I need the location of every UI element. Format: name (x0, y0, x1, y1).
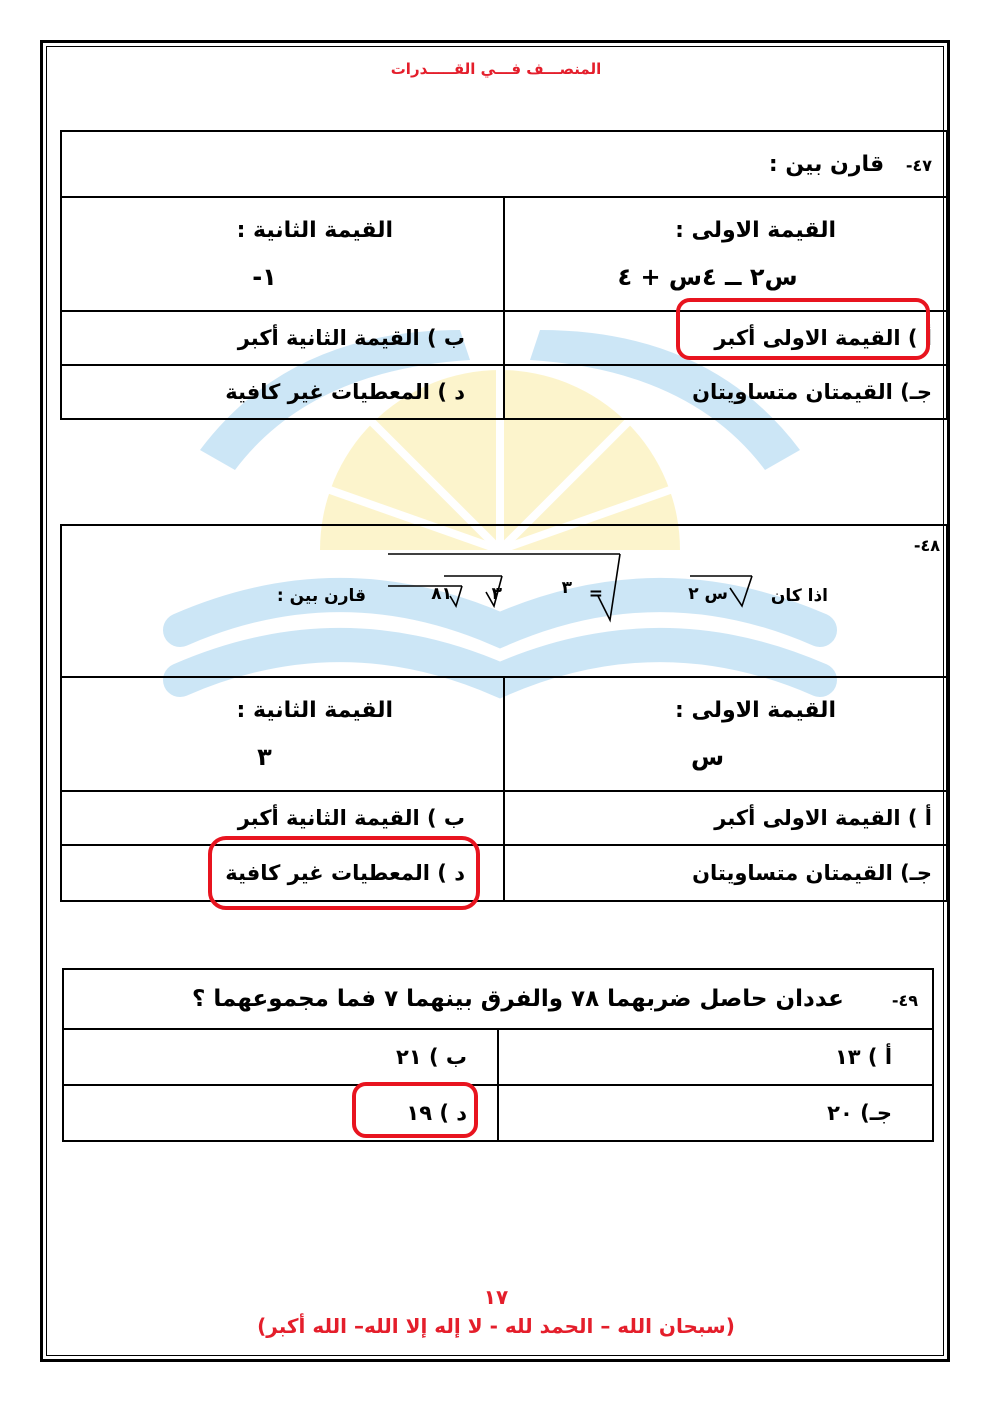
option-d[interactable]: د ) المعطيات غير كافية (61, 845, 504, 901)
option-a[interactable]: أ ) القيمة الاولى أكبر (504, 791, 947, 845)
answer-circle-q47 (676, 298, 930, 360)
first-value-expression: س٢ ــ ٤س + ٤ (617, 262, 798, 291)
equals-sign: = (588, 584, 603, 604)
question-48-header: ٤٨- اذا كان س ٢ = ٣ ٣ ٨١ قارن بين : (61, 525, 947, 677)
option-d[interactable]: د ) ١٩ (63, 1085, 498, 1141)
option-b[interactable]: ب ) القيمة الثانية أكبر (61, 791, 504, 845)
option-c[interactable]: جـ) القيمتان متساويتان (504, 845, 947, 901)
page-number: ١٧ (483, 1285, 509, 1309)
answer-circle-q49 (352, 1082, 478, 1138)
second-value-title: القيمة الثانية : (236, 697, 393, 723)
question-48-table (60, 524, 948, 902)
footer-text: (سبحان الله – الحمد لله - لا إله إلا الله– الله أكبر) (257, 1314, 735, 1338)
question-prompt: قارن بين : (768, 151, 885, 177)
question-49-header (63, 969, 933, 1029)
second-value-expression: ٣ (257, 742, 272, 771)
radicand-left: س ٢ (688, 584, 728, 604)
first-value-title: القيمة الاولى : (675, 217, 837, 243)
question-prompt: عددان حاصل ضربهما ٧٨ والفرق بينهما ٧ فما مجموعهما ؟ (191, 986, 844, 1012)
if-label: اذا كان (770, 586, 828, 606)
question-49-table (62, 968, 934, 1142)
question-47-header (61, 131, 947, 197)
second-value-cell (61, 677, 504, 791)
radicand-right: ٨١ (431, 584, 452, 604)
first-value-cell (504, 677, 947, 791)
compare-label: قارن بين : (276, 586, 366, 606)
option-b[interactable]: ب ) القيمة الثانية أكبر (61, 311, 504, 365)
first-value-cell (504, 197, 947, 311)
header-title: المنصـــف فـــي القـــــدرات (390, 60, 602, 78)
question-47-table (60, 130, 948, 420)
option-c[interactable]: جـ) ٢٠ (498, 1085, 933, 1141)
option-c[interactable]: جـ) القيمتان متساويتان (504, 365, 947, 419)
option-a[interactable]: أ ) القيمة الاولى أكبر (504, 311, 947, 365)
question-number: ٤٨- (913, 536, 940, 555)
radical-index-b: ٣ (491, 584, 502, 604)
option-b[interactable]: ب ) ٢١ (63, 1029, 498, 1085)
second-value-title: القيمة الثانية : (236, 217, 394, 243)
first-value-title: القيمة الاولى : (675, 697, 836, 723)
question-number: ٤٧- (905, 155, 933, 175)
question-number: ٤٩- (891, 991, 919, 1010)
second-value-expression: ١- (252, 262, 277, 291)
second-value-cell (61, 197, 504, 311)
option-a[interactable]: أ ) ١٣ (498, 1029, 933, 1085)
first-value-expression: س (690, 742, 725, 771)
answer-circle-q48 (208, 836, 480, 910)
option-d[interactable]: د ) المعطيات غير كافية (61, 365, 504, 419)
